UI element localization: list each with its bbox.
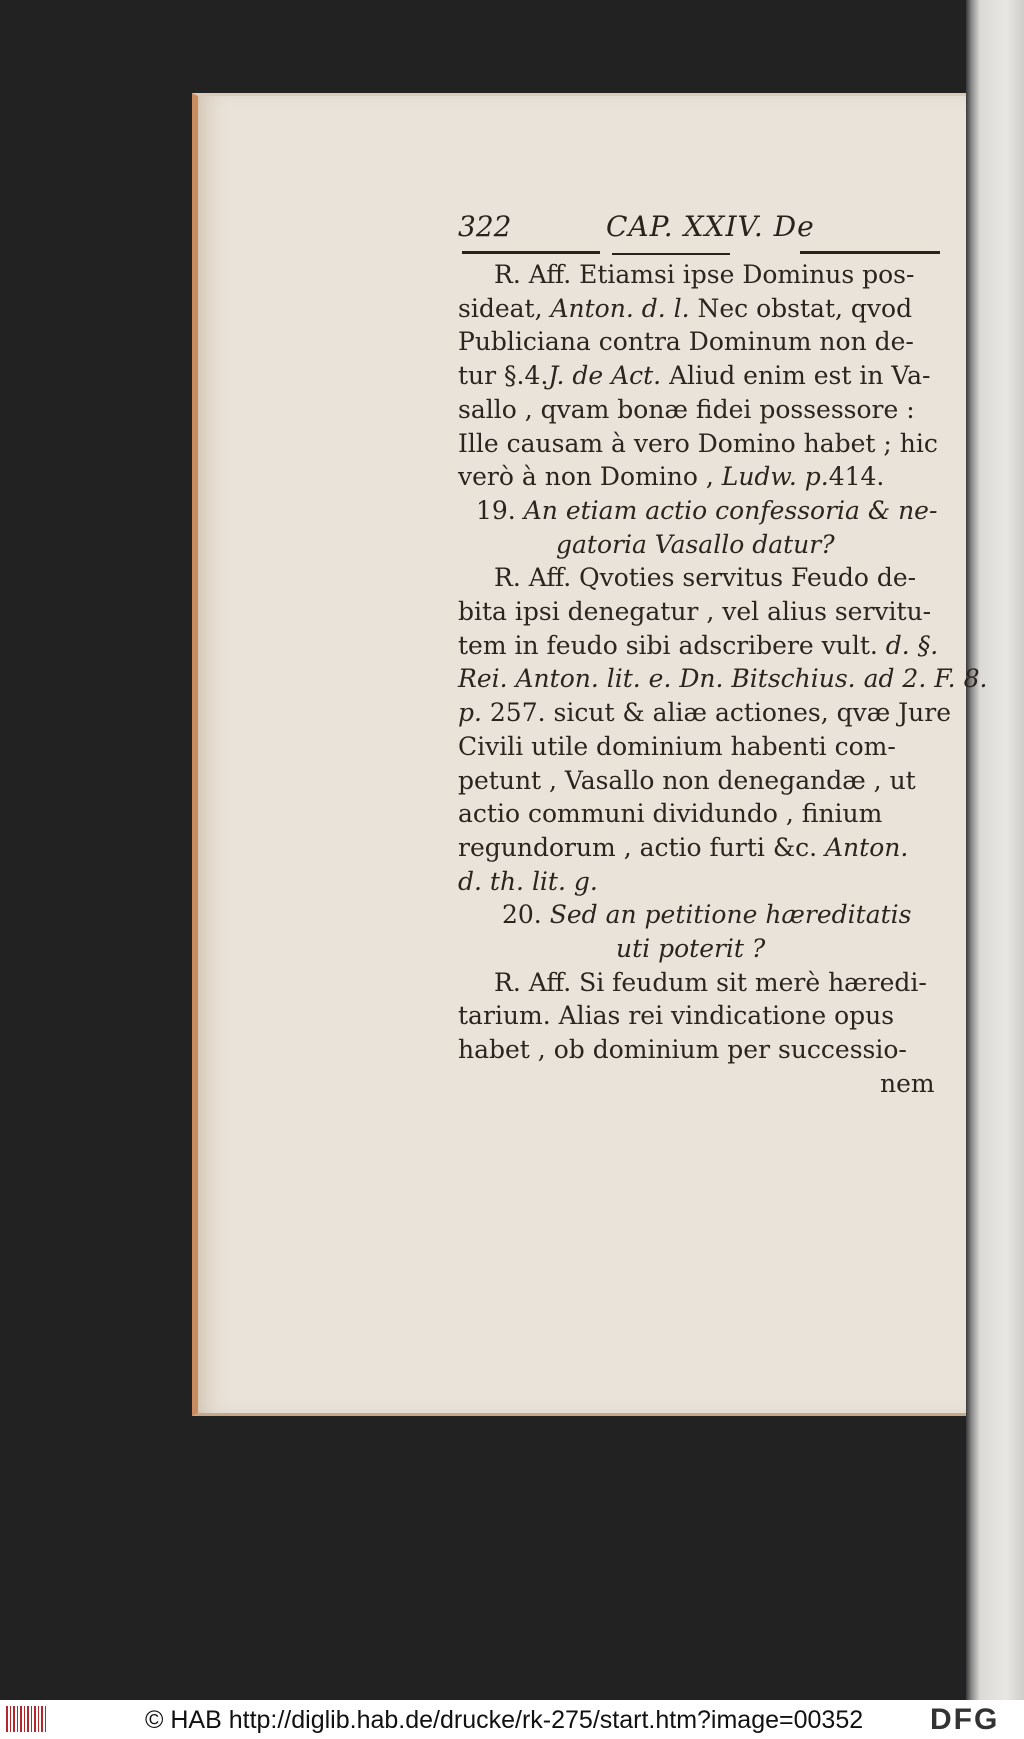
- italic-text: Ludw. p.: [721, 462, 829, 492]
- text-line: [458, 595, 931, 629]
- text-line: [494, 561, 916, 595]
- roman-text: sideat,: [458, 293, 551, 323]
- text-line: [458, 764, 916, 798]
- text-line: [458, 393, 915, 427]
- text-line: [880, 1067, 935, 1101]
- text-line: [458, 460, 884, 494]
- text-line: [476, 494, 937, 528]
- text-line: [458, 730, 896, 764]
- roman-text: Nec obstat, qvod: [689, 293, 913, 323]
- italic-text: gatoria Vasallo datur?: [556, 529, 835, 559]
- roman-text: Publiciana contra Dominum non de-: [458, 327, 914, 357]
- text-line: [458, 865, 598, 899]
- text-line: [458, 999, 894, 1033]
- header-rule-left: [462, 251, 600, 254]
- text-line: [502, 898, 912, 932]
- roman-text: R. Aff. Etiamsi ipse Dominus pos-: [494, 260, 915, 289]
- italic-text: d. §.: [885, 630, 939, 660]
- roman-text: bita ipsi denegatur , vel alius servitu-: [458, 597, 932, 626]
- roman-text: nem: [880, 1068, 935, 1098]
- page-number: 322: [458, 210, 512, 243]
- chapter-title: CAP. XXIV. De: [606, 210, 815, 243]
- roman-text: sallo , qvam bonæ fidei possessore :: [458, 394, 915, 424]
- italic-text: J. de Act.: [548, 361, 662, 391]
- roman-text: R. Aff. Si feudum sit merè hæredi-: [494, 967, 927, 997]
- text-line: [458, 629, 938, 663]
- footer-bar: [0, 1700, 1024, 1739]
- roman-text: actio communi dividundo , finium: [458, 799, 883, 829]
- text-line: [458, 696, 951, 730]
- roman-text: regundorum , actio furti &c.: [458, 832, 825, 862]
- header-rule-right: [800, 251, 940, 254]
- text-line: [458, 292, 912, 326]
- italic-text: p.: [458, 698, 482, 728]
- roman-text: R. Aff. Qvoties servitus Feudo de-: [494, 563, 917, 593]
- roman-text: Aliud enim est in Va-: [661, 361, 931, 391]
- roman-text: verò à non Domino ,: [458, 462, 722, 492]
- text-line: [458, 1033, 907, 1067]
- italic-text: Anton. d. l.: [550, 293, 690, 323]
- roman-text: habet , ob dominium per successio-: [458, 1035, 907, 1065]
- roman-text: tem in feudo sibi adscribere vult.: [458, 630, 886, 660]
- text-line: [458, 662, 987, 696]
- text-line: [458, 325, 914, 359]
- italic-text: d. th. lit. g.: [458, 866, 598, 896]
- text-line: [556, 528, 835, 562]
- roman-text: Ille causam à vero Domino habet ; hic: [458, 428, 938, 458]
- text-line: [616, 932, 765, 966]
- roman-text: tarium. Alias rei vindicatione opus: [458, 1001, 895, 1031]
- roman-text: 20.: [502, 900, 550, 930]
- header-rule-mid: [612, 253, 730, 255]
- italic-text: Rei. Anton. lit. e. Dn. Bitschius. ad 2. F. 8.: [458, 664, 988, 694]
- barcode-icon: [6, 1706, 46, 1732]
- roman-text: 414.: [828, 462, 885, 492]
- italic-text: An etiam actio confessoria & ne-: [523, 495, 938, 525]
- text-line: [494, 258, 914, 292]
- adjacent-page-edge: [966, 0, 1024, 1700]
- text-line: [494, 966, 927, 1000]
- roman-text: petunt , Vasallo non denegandæ , ut: [458, 765, 916, 795]
- text-line: [458, 831, 908, 865]
- copyright-link[interactable]: © HAB http://diglib.hab.de/drucke/rk-275/start.htm?image=00352: [145, 1706, 864, 1734]
- text-line: [458, 427, 938, 461]
- italic-text: Anton.: [825, 832, 909, 862]
- text-line: [458, 359, 931, 393]
- text-line: [458, 797, 882, 831]
- roman-text: 19.: [476, 495, 524, 525]
- italic-text: uti poterit ?: [616, 934, 766, 963]
- roman-text: Civili utile dominium habenti com-: [458, 731, 896, 761]
- roman-text: 257. sicut & aliæ actiones, qvæ Jure: [481, 698, 952, 728]
- italic-text: Sed an petitione hæreditatis: [549, 900, 912, 930]
- dfg-logo: DFG: [930, 1703, 1000, 1736]
- roman-text: tur §.4.: [458, 361, 549, 391]
- running-header: [458, 210, 938, 250]
